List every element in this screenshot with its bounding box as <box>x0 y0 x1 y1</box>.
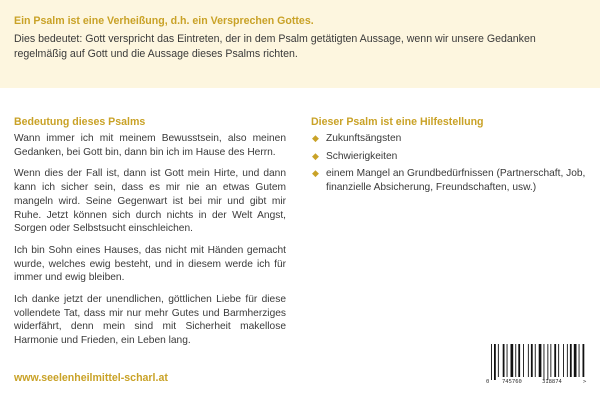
barcode-bar <box>539 344 542 377</box>
barcode-digit-first: 0 <box>486 379 490 385</box>
barcode-digits <box>486 379 590 388</box>
barcode-bar <box>535 344 536 377</box>
barcode-bar <box>544 344 545 380</box>
barcode-bar <box>528 344 529 377</box>
barcode-bar <box>494 344 496 380</box>
barcode-bar <box>531 344 533 377</box>
list-item-label: einem Mangel an Grundbedürfnissen (Partnerschaft, Job, finanzielle Absicherung, Freundschaften, usw.) <box>326 168 586 194</box>
barcode-bar <box>547 344 548 380</box>
barcode-bar <box>523 344 524 377</box>
meaning-paragraph-2: Wenn dies der Fall ist, dann ist Gott mein Hirte, und dann kann ich sicher sein, dass es mir nie an etwas Gutem mangeln wird. Seine Gegenwart ist bei mir und gibt mir Ruhe. Jetzt können sich durch nichts in der Welt Angst, Sorgen oder Selbstsucht einschleichen. <box>14 168 286 235</box>
meaning-paragraph-3: Ich bin Sohn eines Hauses, das nicht mit Händen gemacht wurde, welches ewig besteht, und in diesem werde ich für immer und ewig bleiben. <box>14 244 286 284</box>
barcode <box>486 344 590 388</box>
barcode-bar <box>579 344 580 377</box>
barcode-bar <box>574 344 577 377</box>
help-section <box>311 116 591 199</box>
barcode-bar <box>518 344 520 377</box>
meaning-paragraph-1: Wann immer ich mit meinem Bewusstsein, also meinen Gedanken, bei Gott bin, dann bin ich im Hause des Herrn. <box>14 133 286 158</box>
barcode-bar <box>567 344 568 377</box>
barcode-bar <box>503 344 505 377</box>
barcode-bar <box>498 344 499 377</box>
barcode-bar <box>563 344 564 377</box>
help-heading: Dieser Psalm ist eine Hilfestellung <box>311 116 484 128</box>
intro-text: Dies bedeutet: Gott verspricht das Eintreten, der in dem Psalm getätigten Aussage, wenn wir unsere Gedanken regelmäßig auf Gott und die Aussage dieses Psalms richten. <box>14 33 536 60</box>
website-link[interactable]: www.seelenheilmittel-scharl.at <box>14 372 168 384</box>
meaning-paragraph-4: Ich danke jetzt der unendlichen, göttlichen Liebe für diese vollendete Tat, dass mir nur mehr Gutes und Barmherziges widerfährt, denn mein sind mit Sicherheit makellose Harmonie und Frieden, ein Leben lang. <box>14 294 286 347</box>
barcode-bar <box>511 344 514 377</box>
barcode-bar <box>550 344 551 377</box>
barcode-group-left: 745760 <box>502 379 522 385</box>
diamond-bullet-icon: ◆ <box>312 150 319 161</box>
list-item-label: Zukunftsängsten <box>326 133 402 144</box>
barcode-bar <box>558 344 559 377</box>
diamond-bullet-icon: ◆ <box>312 133 319 143</box>
barcode-bars <box>486 344 590 380</box>
list-item <box>311 132 591 146</box>
barcode-bar <box>507 344 508 377</box>
intro-heading: Ein Psalm ist eine Verheißung, d.h. ein Versprechen Gottes. <box>14 15 314 27</box>
list-item <box>311 150 591 164</box>
barcode-bar <box>491 344 492 380</box>
list-item <box>311 167 591 194</box>
meaning-section <box>14 116 286 356</box>
barcode-bar <box>554 344 556 377</box>
diamond-bullet-icon: ◆ <box>312 168 319 179</box>
barcode-arrow: > <box>583 379 587 385</box>
meaning-heading: Bedeutung dieses Psalms <box>14 116 146 128</box>
barcode-bar <box>515 344 516 377</box>
list-item-label: Schwierigkeiten <box>326 150 398 162</box>
barcode-bar <box>570 344 572 377</box>
intro-band <box>0 0 600 88</box>
help-list <box>311 132 591 195</box>
barcode-bar <box>583 344 585 377</box>
barcode-group-right: 318874 <box>542 379 562 385</box>
